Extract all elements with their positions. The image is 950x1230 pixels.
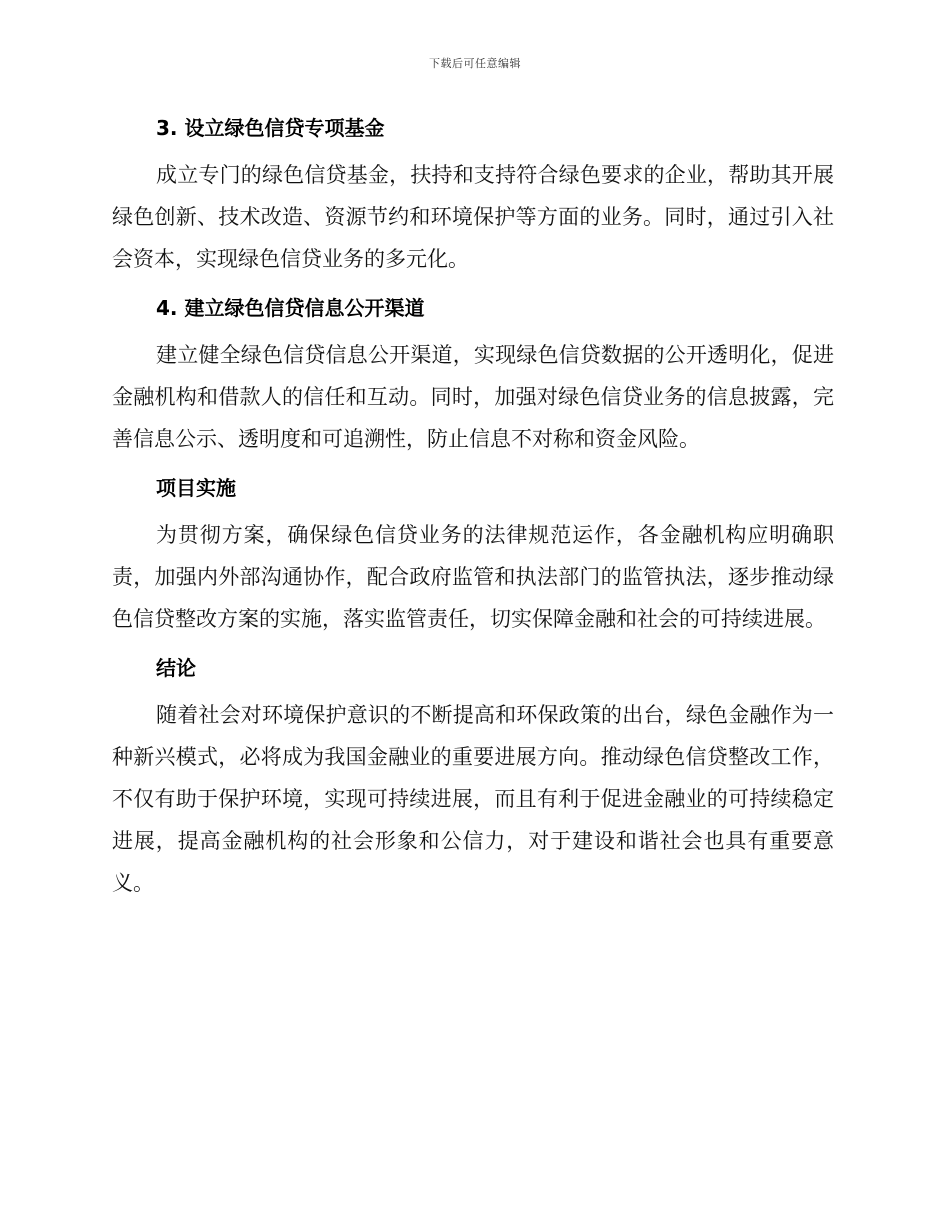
section-paragraph-green-credit-fund: 成立专门的绿色信贷基金，扶持和支持符合绿色要求的企业，帮助其开展绿色创新、技术改造、资源节约和环境保护等方面的业务。同时，通过引入社会资本，实现绿色信贷业务的多元化。 bbox=[112, 163, 834, 271]
section-paragraph-implementation: 为贯彻方案，确保绿色信贷业务的法律规范运作，各金融机构应明确职责，加强内外部沟通协作，配合政府监管和执法部门的监管执法，逐步推动绿色信贷整改方案的实施，落实监管责任，切实保障金融和社会的可持续进展。 bbox=[112, 523, 834, 631]
section-heading-info-disclosure: 4. 建立绿色信贷信息公开渠道 bbox=[156, 296, 425, 320]
page-header: 下载后可任意编辑 bbox=[429, 57, 521, 70]
section-heading-green-credit-fund: 3. 设立绿色信贷专项基金 bbox=[156, 116, 385, 140]
section-heading-conclusion: 结论 bbox=[156, 656, 196, 680]
section-heading-implementation: 项目实施 bbox=[156, 476, 236, 500]
document-body bbox=[112, 108, 834, 912]
section-paragraph-info-disclosure: 建立健全绿色信贷信息公开渠道，实现绿色信贷数据的公开透明化，促进金融机构和借款人的信任和互动。同时，加强对绿色信贷业务的信息披露，完善信息公示、透明度和可追溯性，防止信息不对称和资金风险。 bbox=[112, 343, 834, 451]
section-paragraph-conclusion: 随着社会对环境保护意识的不断提高和环保政策的出台，绿色金融作为一种新兴模式，必将成为我国金融业的重要进展方向。推动绿色信贷整改工作，不仅有助于保护环境，实现可持续进展，而且有利于促进金融业的可持续稳定进展，提高金融机构的社会形象和公信力，对于建设和谐社会也具有重要意义。 bbox=[112, 703, 834, 895]
